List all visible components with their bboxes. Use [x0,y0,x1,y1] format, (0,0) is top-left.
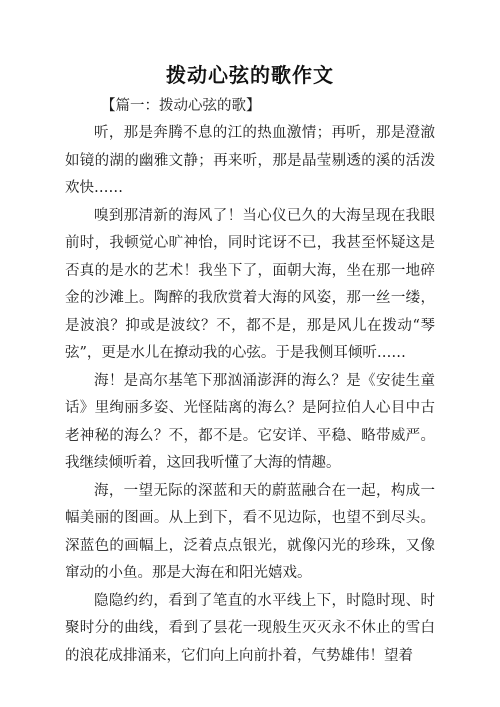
paragraph-4: 海，一望无际的深蓝和天的蔚蓝融合在一起，构成一幅美丽的图画。从上到下，看不见边际，也望不到尽头。深蓝色的画幅上，泛着点点银光，就像闪光的珍珠，又像窜动的小鱼。那是大海在和阳光嬉戏。 [65,482,435,581]
paragraph-3: 海！是高尔基笔下那汹涌澎湃的海么？是《安徒生童话》里绚丽多姿、光怪陆离的海么？是阿拉伯人心目中古老神秘的海么？不，都不是。它安详、平稳、略带威严。我继续倾听着，这回我听懂了大海的情趣。 [65,372,435,471]
document-title: 拨动心弦的歌作文 [166,63,334,87]
section-heading: 【篇一：拨动心弦的歌】 [101,98,261,114]
paragraph-5: 隐隐约约，看到了笔直的水平线上下，时隐时现、时聚时分的曲线，看到了昙花一现般生灭灭永不休止的雪白的浪花成排涌来，它们向上向前扑着，气势雄伟！望着 [65,592,435,664]
paragraph-2: 嗅到那清新的海风了！当心仪已久的大海呈现在我眼前时，我顿觉心旷神怡，同时诧讶不已，我甚至怀疑这是否真的是水的艺术！我坐下了，面朝大海，坐在那一地碎金的沙滩上。陶醉的我欣赏着大海的风姿，那一丝一缕，是波浪？抑或是波纹？不，都不是，那是风儿在拨动“琴弦”，更是水儿在撩动我的心弦。于是我侧耳倾听…… [65,207,435,361]
paragraph-1: 听，那是奔腾不息的江的热血激情；再听，那是澄澈如镜的湖的幽雅文静；再来听，那是晶莹剔透的溪的活泼欢快…… [65,125,435,196]
document-body [65,92,435,670]
